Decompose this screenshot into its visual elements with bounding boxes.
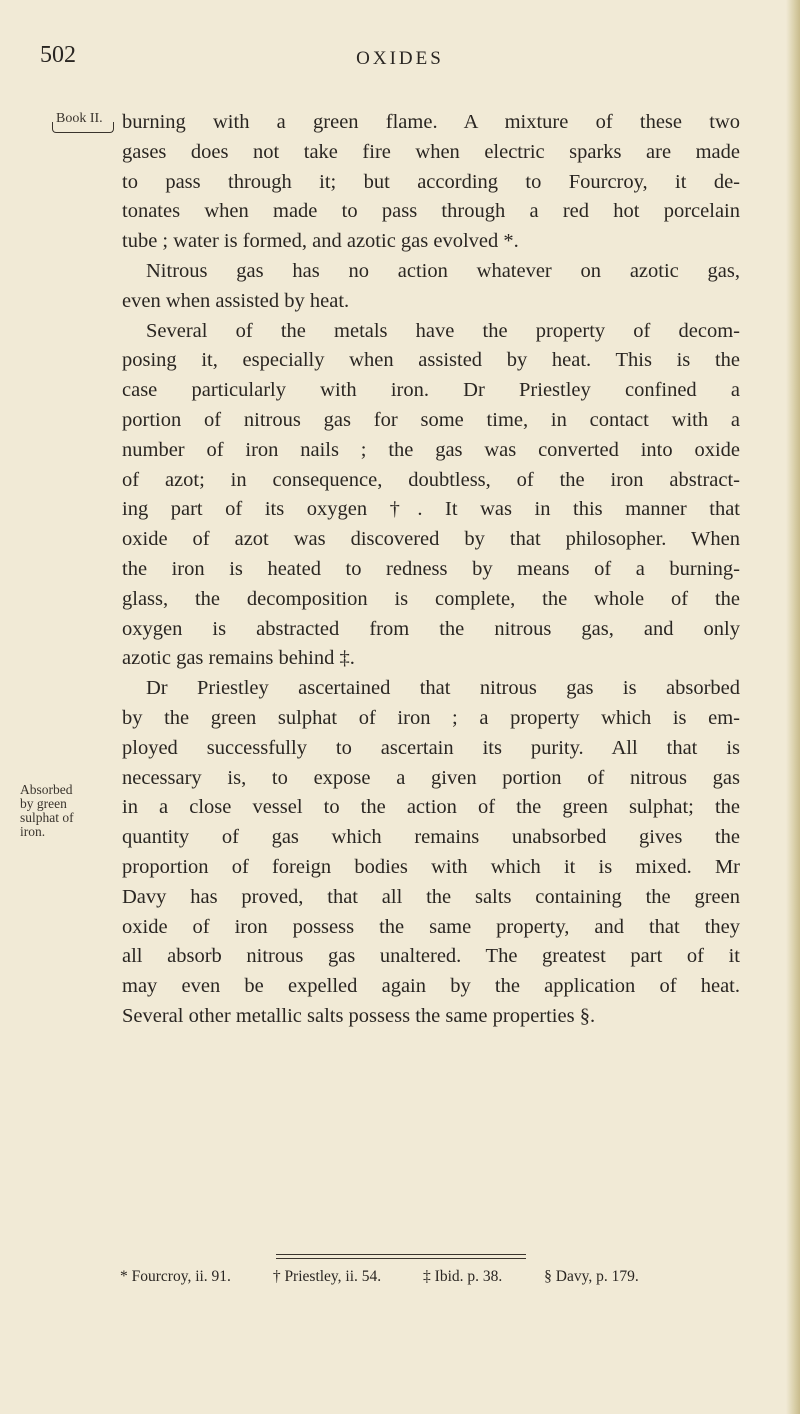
footnotes	[120, 1268, 760, 1286]
text-line: by the green sulphat of iron ; a property which is em-	[122, 706, 740, 729]
footnote-rules	[276, 1254, 526, 1262]
footnote: § Davy, p. 179.	[544, 1268, 639, 1285]
running-title: OXIDES	[356, 48, 444, 69]
text-line: tonates when made to pass through a red hot porcelain	[122, 200, 740, 223]
text-line: Davy has proved, that all the salts containing the green	[122, 885, 740, 908]
text-line: may even be expelled again by the application of heat.	[122, 975, 740, 998]
page-number: 502	[40, 42, 76, 68]
footnote-rule	[276, 1254, 526, 1255]
text-line: azotic gas remains behind ‡.	[122, 647, 355, 670]
text-line: oxide of azot was discovered by that philosopher. When	[122, 528, 740, 551]
text-line: Dr Priestley ascertained that nitrous gas is absorbed	[146, 677, 740, 700]
text-line: oxide of iron possess the same property, and that they	[122, 915, 740, 938]
sidenote-line: Absorbed	[20, 782, 73, 797]
text-line: burning with a green flame. A mixture of these two	[122, 111, 740, 133]
text-line: gases does not take fire when electric sparks are made	[122, 140, 740, 163]
book-brace	[52, 122, 114, 133]
footnote: ‡ Ibid. p. 38.	[423, 1268, 503, 1285]
text-line: ployed successfully to ascertain its purity. All that is	[122, 736, 740, 759]
text-line: posing it, especially when assisted by heat. This is the	[122, 349, 740, 372]
text-line: Several other metallic salts possess the same properties §.	[122, 1004, 596, 1027]
footnote: * Fourcroy, ii. 91.	[120, 1268, 231, 1285]
footnote: † Priestley, ii. 54.	[272, 1268, 382, 1285]
absorbed-sidenote	[20, 783, 104, 839]
sidenote-line: iron.	[20, 824, 46, 839]
text-line: the iron is heated to redness by means of a burning-	[122, 557, 740, 580]
footnote-rule	[276, 1258, 526, 1259]
text-line: tube ; water is formed, and azotic gas evolved *.	[122, 230, 519, 253]
body-text	[122, 108, 740, 1032]
text-line: of azot; in consequence, doubtless, of the iron abstract-	[122, 468, 740, 491]
page-edge	[786, 0, 800, 1414]
text-line: Several of the metals have the property of decom-	[146, 319, 740, 342]
text-line: quantity of gas which remains unabsorbed gives the	[122, 826, 740, 849]
sidenote-line: by green	[20, 796, 67, 811]
text-line: number of iron nails ; the gas was converted into oxide	[122, 438, 740, 461]
text-line: to pass through it; but according to Fourcroy, it de-	[122, 170, 740, 193]
sidenote-line: sulphat of	[20, 810, 74, 825]
text-line: Nitrous gas has no action whatever on azotic gas,	[146, 259, 740, 282]
page-header	[0, 42, 800, 82]
text-line: glass, the decomposition is complete, the whole of the	[122, 587, 740, 610]
text-line: portion of nitrous gas for some time, in contact with a	[122, 408, 740, 431]
text-line: even when assisted by heat.	[122, 289, 350, 312]
text-line: case particularly with iron. Dr Priestley confined a	[122, 379, 740, 402]
text-line: all absorb nitrous gas unaltered. The greatest part of it	[122, 945, 740, 968]
text-line: proportion of foreign bodies with which it is mixed. Mr	[122, 855, 740, 878]
book-sidenote: Book II.	[56, 111, 103, 126]
text-line: in a close vessel to the action of the green sulphat; the	[122, 796, 740, 819]
text-line: necessary is, to expose a given portion of nitrous gas	[122, 766, 740, 789]
text-line: ing part of its oxygen †. It was in this manner that	[122, 498, 740, 521]
text-line: oxygen is abstracted from the nitrous gas, and only	[122, 617, 740, 640]
